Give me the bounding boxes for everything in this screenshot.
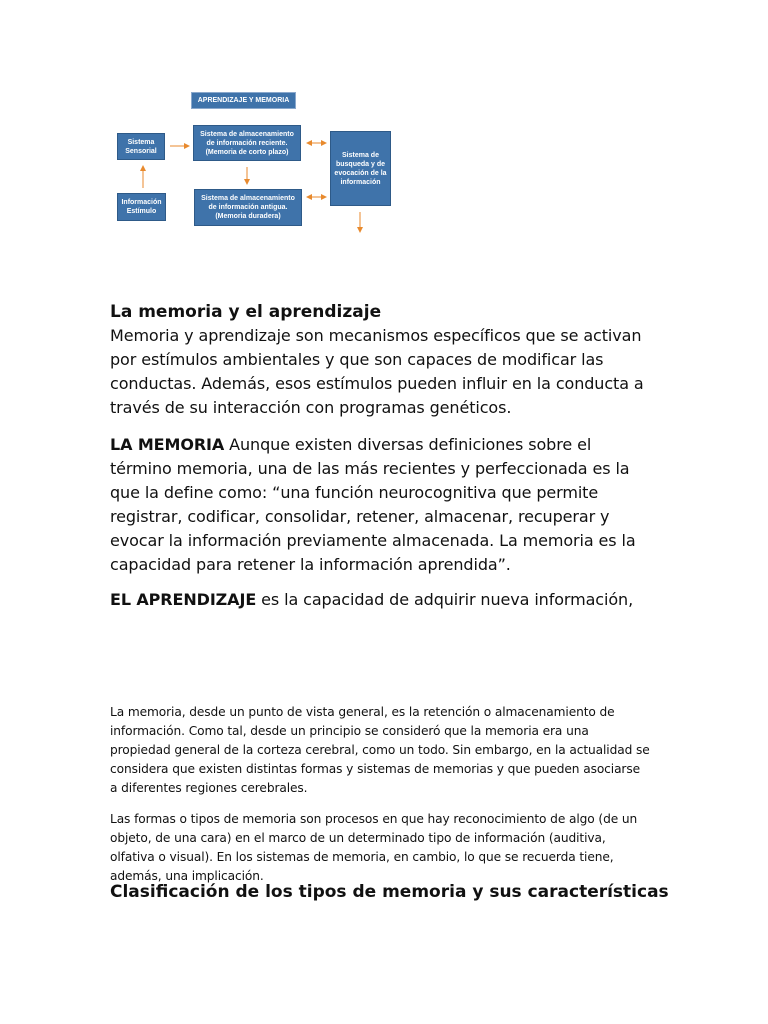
diagram-arrows [0,0,768,245]
heading-memory-learning: La memoria y el aprendizaje [110,302,382,322]
paragraph-memory-forms: Las formas o tipos de memoria son procesos en que hay reconocimiento de algo (de un objeto, de una cara) en el marco de un determinado tipo de información (auditiva, olfativa o visual). En los sistemas de memoria, en cambio, lo que se recuerda tiene, además, una implicación. [110,812,638,883]
paragraph-memory-definition [110,433,650,577]
paragraph-memory-general: La memoria, desde un punto de vista general, es la retención o almacenamiento de información. Como tal, desde un principio se consideró que la memoria era una propiedad general de la corteza cerebral, como un todo. Sin embargo, en la actualidad se considera que existen distintas formas y sistemas de memorias y que pueden asociarse a diferentes regiones cerebrales. [110,705,650,795]
paragraph-intro: Memoria y aprendizaje son mecanismos específicos que se activan por estímulos ambientales y que son capaces de modificar las conductas. Además, esos estímulos pueden influir en la conducta a través de su interacción con programas genéticos. [110,326,644,417]
memory-definition-text: Aunque existen diversas definiciones sobre el término memoria, una de las más recientes y perfeccionada es la que la define como: “una función neurocognitiva que permite registrar, codificar, consolidar, retener, almacenar, recuperar y evocar la información previamente almacenada. La memoria es la capacidad para retener la información aprendida”. [110,435,636,574]
long-term-line-1: Sistema de almacenamiento [201,195,295,202]
search-line-4: información [340,178,381,186]
term-memory: LA MEMORIA [110,435,225,454]
term-learning: EL APRENDIZAJE [110,590,257,609]
short-term-line-2: de información reciente. [206,139,288,147]
sensory-system-label: Sistema Sensorial [125,138,157,155]
section-memory-forms [110,810,650,886]
section-classification [110,880,670,904]
stimulus-label: Información Estímulo [121,199,162,215]
memory-diagram [0,0,768,245]
search-line-1: Sistema de [342,151,379,159]
heading-classification: Clasificación de los tipos de memoria y sus características [110,882,669,902]
section-intro [110,300,650,420]
search-line-3: evocación de la [334,169,387,177]
section-memory-general [110,703,650,798]
section-memory-definition [110,433,650,577]
learning-definition-text: es la capacidad de adquirir nueva información, [256,590,634,609]
section-learning-definition [110,588,650,612]
short-term-line-3: (Memoria de corto plazo) [205,148,289,156]
paragraph-learning-definition [110,588,650,612]
diagram-title: APRENDIZAJE Y MEMORIA [191,92,296,109]
long-term-line-3: (Memoria duradera) [215,213,281,220]
search-line-2: busqueda y de [335,160,385,168]
short-term-line-1: Sistema de almacenamiento [200,130,294,138]
long-term-line-2: de información antigua. [208,204,288,211]
